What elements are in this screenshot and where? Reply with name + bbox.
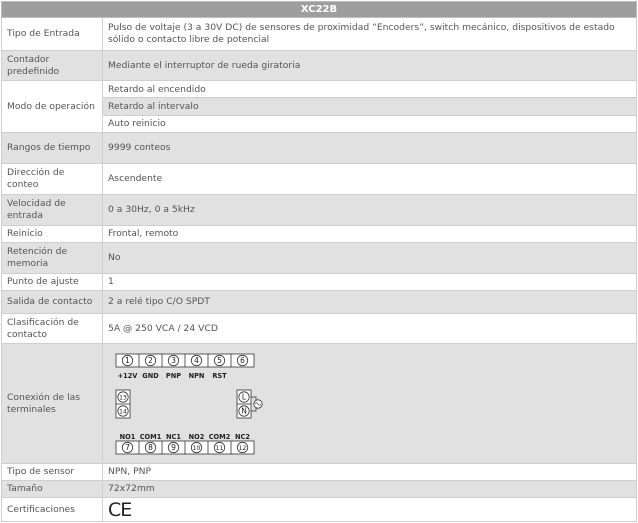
terminal-label: NC2 [235,433,250,441]
terminal-label: NO1 [119,433,136,441]
terminal-number: 9 [171,443,176,453]
ce-mark: CE [108,498,132,521]
row-certificaciones [1,498,637,522]
terminal-number: 3 [171,356,176,366]
terminal-number: 8 [148,443,153,453]
row-value: 1 [108,276,114,287]
row-sensor [1,464,637,481]
row-label: Reinicio [2,226,103,242]
row-tamano [1,481,637,498]
spec-table [1,1,637,522]
row-salida [1,291,637,314]
row-clasificacion [1,314,637,344]
terminal-number: 1 [125,356,130,366]
row-value: 2 a relé tipo C/O SPDT [108,296,210,307]
terminal-label: COM2 [208,433,231,441]
row-label: Punto de ajuste [2,274,103,290]
row-value: 9999 conteos [108,142,171,153]
terminal-number: 2 [148,356,153,366]
row-value: 5A @ 250 VCA / 24 VCD [108,322,218,334]
row-label: Tamaño [2,481,103,497]
top-terminal-block [116,354,254,367]
row-value: Frontal, remoto [108,228,179,239]
row-value: Auto reinicio [103,116,636,132]
row-value: Retardo al encendido [103,81,636,98]
row-value: Mediante el interruptor de rueda giratoria [108,59,301,71]
bottom-terminal-block [116,441,254,454]
row-label: Conexión de las terminales [2,344,103,463]
row-tipo-entrada [1,18,637,51]
row-label: Tipo de Entrada [2,18,103,50]
row-retencion [1,243,637,274]
left-terminal-block [116,390,130,418]
row-conexion [1,344,637,464]
terminal-number: 5 [217,356,222,366]
terminal-diagram-svg [103,344,635,464]
terminal-label: NC1 [166,433,181,441]
terminal-number: 4 [194,356,199,366]
bottom-terminal-labels [120,433,251,441]
row-label: Salida de contacto [2,291,103,313]
table-title: XC22B [1,1,637,18]
row-label: Dirección de conteo [2,164,103,194]
terminal-number: 6 [240,356,245,366]
row-value: Retardo al intervalo [103,98,636,115]
row-label: Certificaciones [2,498,103,521]
row-value: 72x72mm [108,483,155,494]
terminal-label: RST [212,372,227,380]
terminal-label: NPN [188,372,205,380]
terminal-label: GND [142,372,159,380]
terminal-diagram [103,344,636,463]
top-terminal-labels [118,372,228,380]
terminal-label: +12V [117,372,138,380]
row-reinicio [1,226,637,243]
terminal-number: 7 [125,443,130,453]
row-label: Modo de operación [2,81,103,132]
power-terminal-block [237,390,262,418]
row-label: Rangos de tiempo [2,133,103,163]
row-label: Contador predefinido [2,51,103,80]
terminal-number: 12 [238,445,247,453]
row-direccion [1,164,637,195]
row-value: 0 a 30Hz, 0 a 5kHz [108,204,195,215]
row-contador [1,51,637,81]
terminal-number: 13 [119,394,127,402]
terminal-label: COM1 [139,433,162,441]
row-label: Clasificación de contacto [2,314,103,343]
row-rangos [1,133,637,164]
row-value: Ascendente [108,173,163,184]
terminal-number: 10 [192,445,201,453]
row-punto [1,274,637,291]
row-modo [1,81,637,133]
row-velocidad [1,195,637,226]
row-label: Velocidad de entrada [2,195,103,225]
terminal-number: 14 [119,408,127,416]
terminal-number: N [241,406,247,416]
terminal-number: L [241,392,247,402]
row-value: NPN, PNP [108,466,152,477]
row-value: Pulso de voltaje (3 a 30V DC) de sensores de proximidad “Encoders”, switch mecánico, dispositivos de estado sólido o contacto libre de potencial [108,22,615,45]
terminal-label: PNP [165,372,182,380]
terminal-label: NO2 [188,433,205,441]
terminal-number: 11 [215,445,224,453]
row-label: Retención de memoria [2,243,103,273]
row-label: Tipo de sensor [2,464,103,480]
row-value: No [108,252,121,263]
